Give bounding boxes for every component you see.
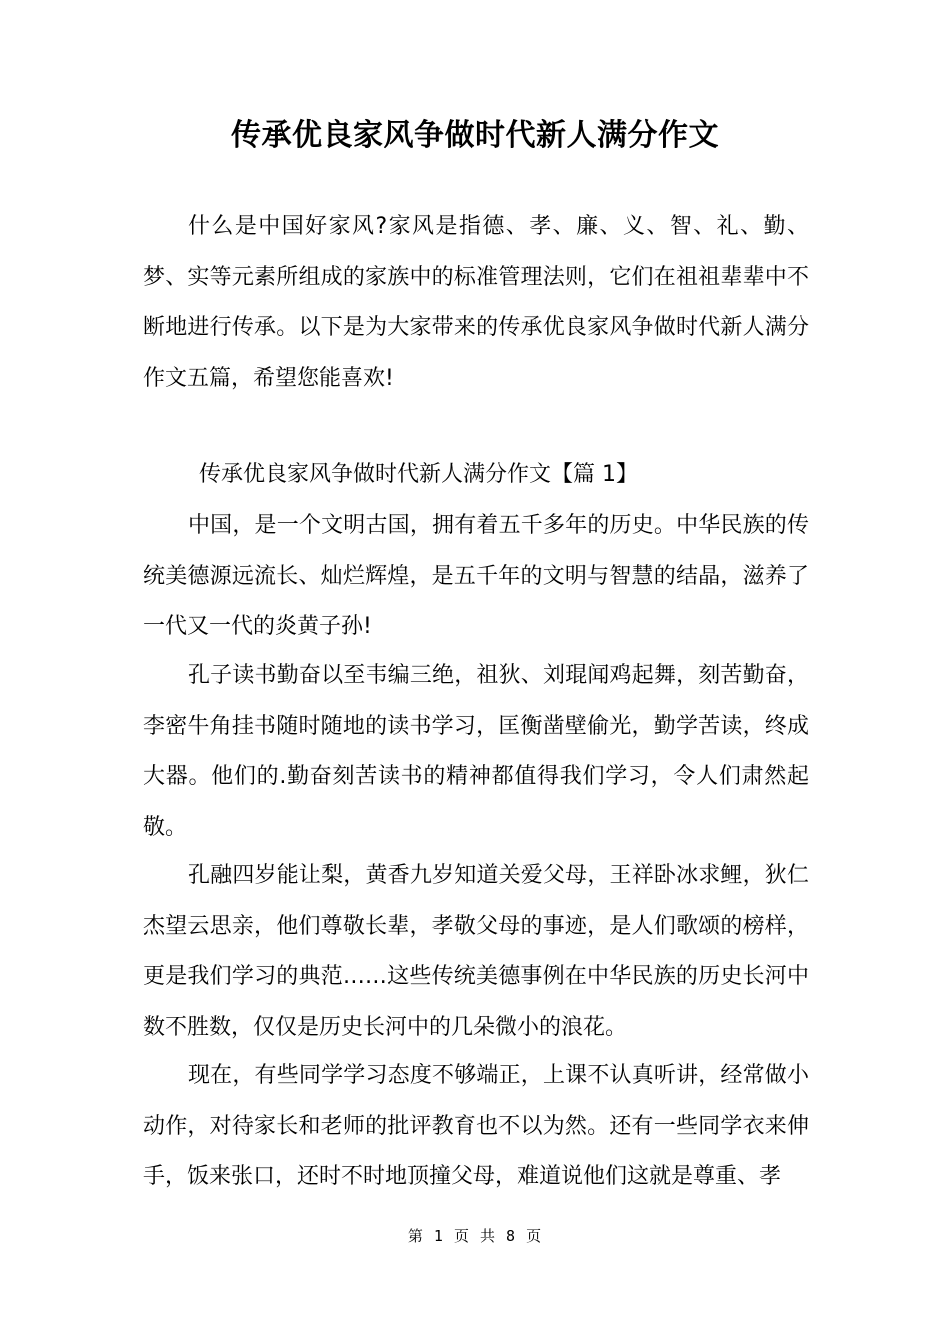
- body-paragraph: 孔子读书勤奋以至韦编三绝，祖狄、刘琨闻鸡起舞，刻苦勤奋，李密牛角挂书随时随地的读书学习，匡衡凿壁偷光，勤学苦读，终成大器。他们的.勤奋刻苦读书的精神都值得我们学习，令人们肃然起敬。: [143, 663, 809, 840]
- document-title: 传承优良家风争做时代新人满分作文: [231, 118, 719, 153]
- page-footer: 第 1 页 共 8 页: [407, 1227, 543, 1245]
- body-paragraph: 现在，有些同学学习态度不够端正，上课不认真听讲，经常做小动作，对待家长和老师的批评教育也不以为然。还有一些同学衣来伸手，饭来张口，还时不时地顶撞父母，难道说他们这就是尊重、孝: [143, 1063, 809, 1189]
- body-paragraph: 孔融四岁能让梨，黄香九岁知道关爱父母，王祥卧冰求鲤，狄仁杰望云思亲，他们尊敬长辈，孝敬父母的事迹，是人们歌颂的榜样，更是我们学习的典范……这些传统美德事例在中华民族的历史长河中数不胜数，仅仅是历史长河中的几朵微小的浪花。: [143, 863, 809, 1040]
- section-heading: 传承优良家风争做时代新人满分作文【篇 1】: [199, 462, 638, 487]
- body-paragraph: 中国，是一个文明古国，拥有着五千多年的历史。中华民族的传统美德源远流长、灿烂辉煌，是五千年的文明与智慧的结晶，滋养了一代又一代的炎黄子孙!: [143, 513, 809, 639]
- intro-paragraph: 什么是中国好家风?家风是指德、孝、廉、义、智、礼、勤、梦、实等元素所组成的家族中的标准管理法则，它们在祖祖辈辈中不断地进行传承。以下是为大家带来的传承优良家风争做时代新人满分作文五篇，希望您能喜欢!: [143, 214, 809, 391]
